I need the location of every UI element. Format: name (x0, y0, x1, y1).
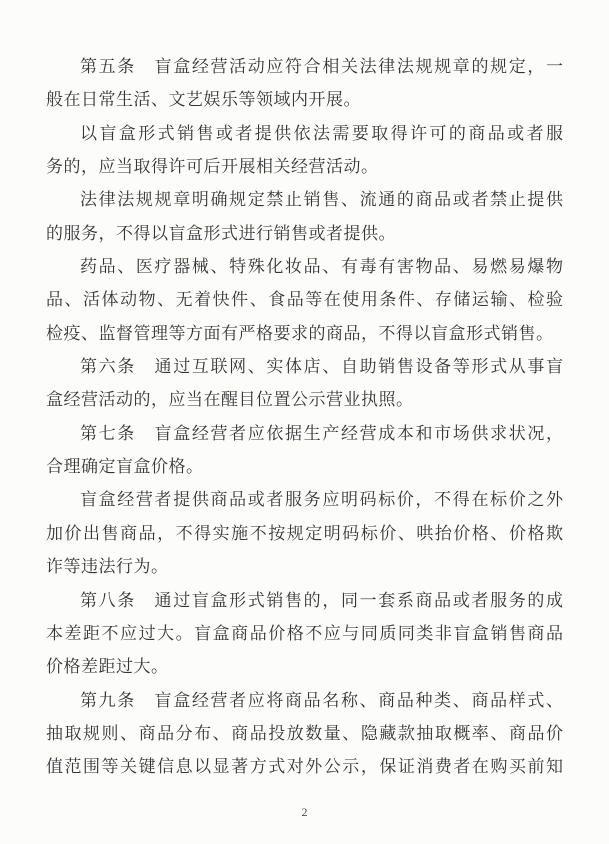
document-line: 法律法规规章明确规定禁止销售、流通的商品或者禁止提供 (80, 190, 563, 210)
document-line: 第八条 通过盲盒形式销售的，同一套系商品或者服务的成 (80, 590, 563, 610)
document-line: 品、活体动物、无着快件、食品等在使用条件、存储运输、检验 (46, 290, 563, 310)
document-line: 的服务，不得以盲盒形式进行销售或者提供。 (46, 223, 396, 243)
document-line: 诈等违法行为。 (46, 557, 169, 577)
document-line: 第六条 通过互联网、实体店、自助销售设备等形式从事盲 (80, 357, 563, 377)
document-line: 务的，应当取得许可后开展相关经营活动。 (46, 157, 379, 177)
document-line: 加价出售商品，不得实施不按规定明码标价、哄抬价格、价格欺 (46, 523, 563, 543)
document-line: 第九条 盲盒经营者应将商品名称、商品种类、商品样式、 (80, 690, 563, 710)
document-line: 以盲盒形式销售或者提供依法需要取得许可的商品或者服 (80, 123, 563, 143)
document-line: 第七条 盲盒经营者应依据生产经营成本和市场供求状况， (80, 423, 563, 443)
document-line: 盲盒经营者提供商品或者服务应明码标价，不得在标价之外 (80, 490, 563, 510)
document-line: 盒经营活动的，应当在醒目位置公示营业执照。 (46, 390, 414, 410)
document-line: 药品、医疗器械、特殊化妆品、有毒有害物品、易燃易爆物 (80, 257, 563, 277)
document-line: 检疫、监督管理等方面有严格要求的商品，不得以盲盒形式销售。 (46, 323, 554, 343)
document-line: 合理确定盲盒价格。 (46, 457, 204, 477)
document-line: 抽取规则、商品分布、商品投放数量、隐藏款抽取概率、商品价 (46, 723, 563, 743)
document-line: 价格差距过大。 (46, 657, 169, 677)
page-number: 2 (301, 805, 308, 819)
document-line: 般在日常生活、文艺娱乐等领域内开展。 (46, 90, 361, 110)
document-text-block (46, 50, 563, 784)
document-line: 本差距不应过大。盲盒商品价格不应与同质同类非盲盒销售商品 (46, 623, 563, 643)
document-line: 第五条 盲盒经营活动应符合相关法律法规规章的规定，一 (80, 57, 563, 76)
document-line: 值范围等关键信息以显著方式对外公示，保证消费者在购买前知 (46, 757, 563, 777)
